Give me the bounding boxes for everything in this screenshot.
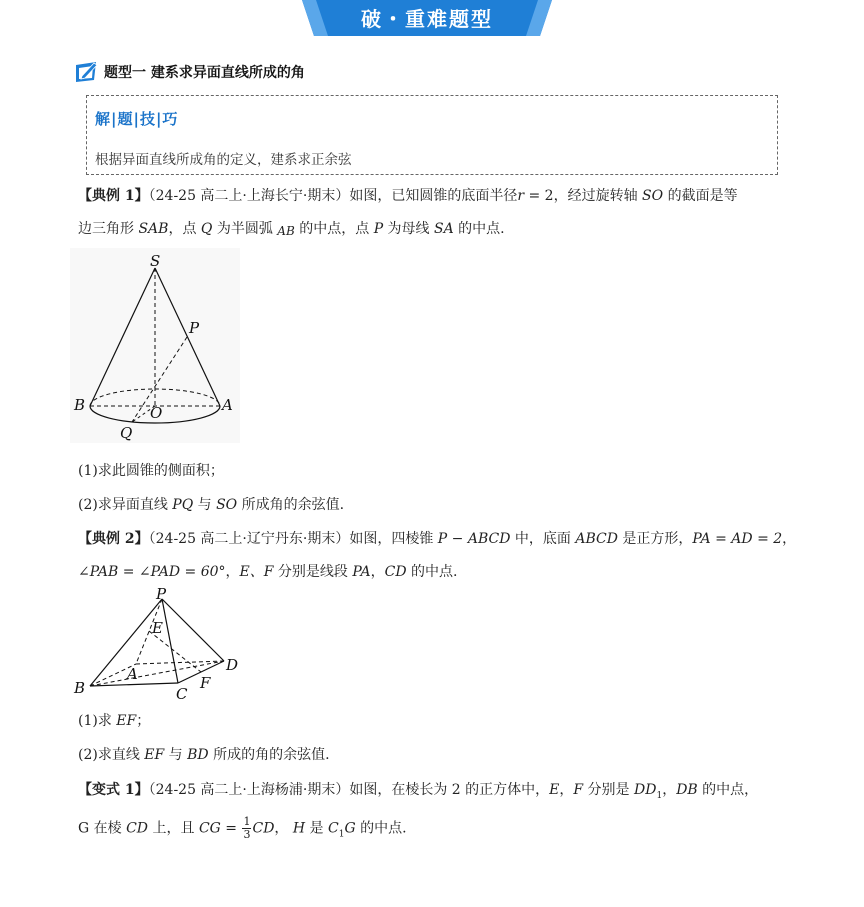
ex1-var: SA bbox=[434, 221, 454, 237]
ex1-text: ，点 bbox=[168, 221, 201, 237]
var1-var: CD bbox=[126, 820, 149, 837]
fraction-denominator: 3 bbox=[243, 828, 251, 841]
ex1-source: （24-25 高二上·上海长宁·期末） bbox=[148, 188, 350, 204]
label-O: O bbox=[150, 404, 163, 422]
ex2-var: PA = AD = 2 bbox=[692, 531, 783, 547]
var1-var: CG bbox=[198, 820, 221, 837]
ex1-text: 如图，已知圆锥的底面半径 bbox=[349, 188, 518, 204]
var1-tag: 【变式 1】 bbox=[78, 782, 149, 798]
label-P: P bbox=[189, 319, 200, 337]
var1-text: G 在棱 bbox=[78, 820, 127, 837]
ex2-text: ， bbox=[370, 564, 385, 580]
ex1-text: 边三角形 bbox=[78, 221, 139, 237]
ex2-text: ； bbox=[136, 713, 151, 729]
ex1-q2 bbox=[78, 494, 344, 514]
var1-text: 上，且 bbox=[148, 820, 199, 837]
var1-text: = bbox=[220, 820, 242, 837]
ex1-var: r bbox=[517, 188, 525, 204]
ex1-text: = 2，经过旋转轴 bbox=[524, 188, 643, 204]
ex2-var: E、F bbox=[239, 564, 274, 580]
var1-text: ， bbox=[662, 782, 677, 798]
ex2-text: 中，底面 bbox=[510, 531, 576, 547]
ex1-text: (2)求异面直线 bbox=[78, 497, 173, 513]
ex2-var: P − ABCD bbox=[437, 531, 511, 547]
ex2-line2 bbox=[78, 561, 457, 581]
ex2-source: （24-25 高二上·辽宁丹东·期末） bbox=[148, 531, 350, 547]
ex2-text: 是正方形， bbox=[617, 531, 693, 547]
var1-line1 bbox=[78, 779, 758, 801]
ex1-text: 的中点，点 bbox=[294, 221, 374, 237]
tips-text: 根据异面直线所成角的定义，建系求正余弦 bbox=[95, 152, 352, 168]
ex1-text: 的截面是等 bbox=[663, 188, 738, 204]
ex2-text: (2)求直线 bbox=[78, 747, 145, 763]
var1-var: DB bbox=[676, 782, 698, 798]
fraction bbox=[242, 816, 251, 841]
var1-var: DD bbox=[634, 782, 657, 798]
var1-var: G bbox=[344, 820, 356, 837]
ex2-text: 如图，四棱锥 bbox=[349, 531, 438, 547]
ex2-var: ∠PAB = ∠PAD = 60° bbox=[78, 564, 226, 580]
banner-title: 破・重难题型 bbox=[361, 7, 493, 31]
var1-var: C bbox=[328, 820, 339, 837]
title-banner bbox=[302, 0, 552, 36]
label-F: F bbox=[200, 674, 211, 692]
var1-var: E bbox=[549, 782, 560, 798]
pyramid-figure bbox=[72, 585, 247, 705]
ex1-q1: (1)求此圆锥的侧面积； bbox=[78, 463, 224, 479]
ex1-text: 为半圆弧 bbox=[212, 221, 278, 237]
ex1-var: SO bbox=[642, 188, 664, 204]
ex2-text: 所成的角的余弦值. bbox=[208, 747, 330, 763]
fraction-numerator: 1 bbox=[243, 815, 251, 828]
ex2-var: PA bbox=[352, 564, 371, 580]
ex2-line1 bbox=[78, 528, 796, 548]
var1-text: 的中点. bbox=[355, 820, 407, 837]
var1-sub: 1 bbox=[656, 790, 663, 801]
label-A: A bbox=[127, 665, 138, 683]
ex1-text: 为母线 bbox=[383, 221, 435, 237]
cone-figure bbox=[70, 248, 240, 443]
pen-book-icon bbox=[74, 60, 102, 84]
ex2-var: ABCD bbox=[575, 531, 618, 547]
label-E: E bbox=[152, 619, 163, 637]
label-D: D bbox=[226, 656, 239, 674]
label-P: P bbox=[156, 585, 167, 603]
ex1-tag: 【典例 1】 bbox=[78, 188, 149, 204]
var1-text: 分别是 bbox=[583, 782, 635, 798]
ex2-text: 分别是线段 bbox=[273, 564, 353, 580]
ex1-var: Q bbox=[200, 221, 213, 237]
ex1-var: AB bbox=[277, 224, 295, 238]
ex2-text: 的中点. bbox=[406, 564, 458, 580]
ex1-line2 bbox=[78, 218, 505, 238]
var1-text: 如图，在棱长为 2 的正方体中， bbox=[349, 782, 550, 798]
var1-var: CD bbox=[252, 820, 275, 837]
tips-box bbox=[86, 95, 778, 175]
ex2-var: EF bbox=[144, 747, 165, 763]
var1-line2 bbox=[78, 816, 407, 841]
ex2-text: ， bbox=[225, 564, 240, 580]
var1-var: F bbox=[573, 782, 584, 798]
var1-sub: 1 bbox=[338, 829, 345, 840]
var1-source: （24-25 高二上·上海杨浦·期末） bbox=[148, 782, 350, 798]
label-Q: Q bbox=[120, 424, 133, 442]
ex2-var: CD bbox=[384, 564, 407, 580]
ex1-var: SAB bbox=[138, 221, 169, 237]
ex2-text: ， bbox=[782, 531, 797, 547]
ex1-text: 所成角的余弦值. bbox=[237, 497, 345, 513]
var1-text: ， bbox=[274, 820, 293, 837]
section-heading bbox=[74, 60, 305, 84]
label-C: C bbox=[176, 685, 188, 703]
ex2-tag: 【典例 2】 bbox=[78, 531, 149, 547]
var1-text: ， bbox=[559, 782, 574, 798]
ex2-q2 bbox=[78, 744, 330, 764]
ex1-text: 的中点. bbox=[453, 221, 505, 237]
section-title: 题型一 建系求异面直线所成的角 bbox=[104, 65, 305, 81]
label-A: A bbox=[222, 396, 233, 414]
tips-title: 解|题|技|巧 bbox=[95, 110, 179, 128]
label-S: S bbox=[150, 252, 161, 270]
ex2-var: EF bbox=[116, 713, 137, 729]
ex1-var: SO bbox=[216, 497, 238, 513]
ex1-line1 bbox=[78, 185, 738, 205]
ex2-var: BD bbox=[187, 747, 209, 763]
ex2-text: (1)求 bbox=[78, 713, 117, 729]
ex1-text: 与 bbox=[193, 497, 217, 513]
ex1-var: P bbox=[373, 221, 384, 237]
var1-text: 的中点， bbox=[697, 782, 759, 798]
ex1-var: PQ bbox=[172, 497, 194, 513]
ex2-text: 与 bbox=[164, 747, 188, 763]
label-B: B bbox=[74, 396, 86, 414]
var1-text: 是 bbox=[305, 820, 328, 837]
ex2-q1 bbox=[78, 710, 150, 730]
var1-var: H bbox=[292, 820, 306, 837]
label-B: B bbox=[74, 679, 86, 697]
